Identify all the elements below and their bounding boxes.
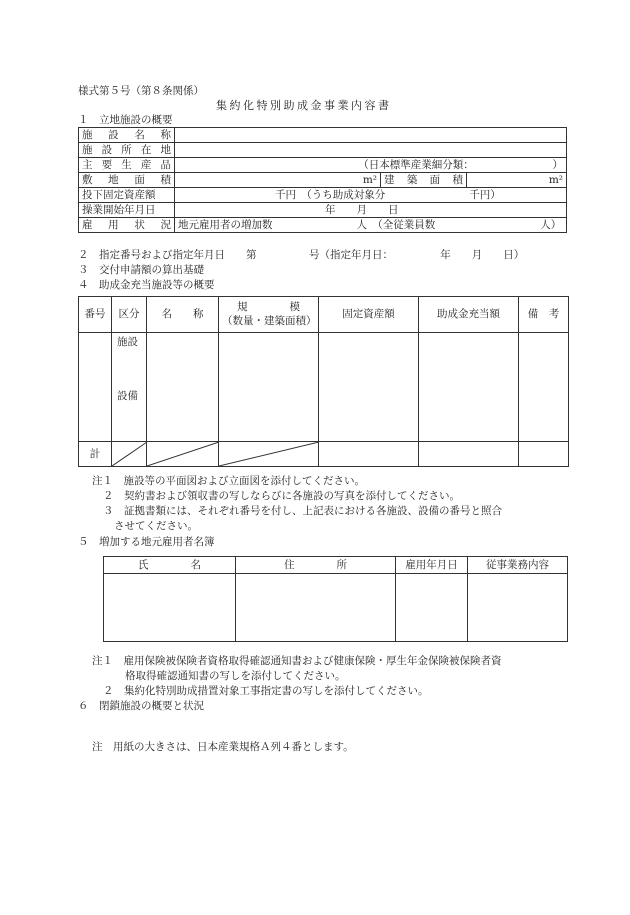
total-scale-slash — [219, 442, 319, 467]
facility-name-label: 施設名称 — [79, 128, 175, 143]
note-5-1-cont: 格取得確認通知書の写しを添付してください。 — [125, 670, 346, 682]
category-facility: 施設 — [117, 336, 138, 348]
section-1-heading: １ 立地施設の概要 — [78, 114, 173, 126]
employee-address-cell[interactable] — [236, 574, 396, 642]
total-remarks[interactable] — [519, 442, 569, 467]
section-4-heading: ４ 助成金充当施設等の概要 — [78, 279, 215, 291]
col-category: 区分 — [112, 297, 147, 333]
col-duties: 従事業務内容 — [468, 557, 568, 574]
footer-note: 注 用紙の大きさは、日本産業規格Ａ列４番とします。 — [92, 741, 354, 753]
section-3: ３ 交付申請額の算出基礎 — [78, 264, 204, 276]
total-name-slash — [147, 442, 219, 467]
industry-classification-field[interactable]: （日本標準産業細分類： ） — [175, 158, 567, 173]
col-number: 番号 — [79, 297, 112, 333]
total-fixed-assets[interactable] — [319, 442, 419, 467]
building-area-field[interactable]: m² — [467, 173, 567, 188]
section-2: ２ 指定番号および指定年月日 第 号（指定年月日： 年 月 日） — [78, 249, 525, 261]
hire-date-cell[interactable] — [396, 574, 468, 642]
site-area-label: 敷地面積 — [79, 173, 175, 188]
duties-cell[interactable] — [468, 574, 568, 642]
col-hire-date: 雇用年月日 — [396, 557, 468, 574]
col-subsidy: 助成金充当額 — [419, 297, 519, 333]
remarks-cell[interactable] — [519, 333, 569, 442]
note-4-2: ２ 契約書および領収書の写しならびに各施設の写真を添付してください。 — [103, 490, 460, 502]
total-label: 計 — [79, 442, 112, 467]
employee-roster-table — [103, 556, 568, 642]
col-employee-name: 氏 名 — [104, 557, 236, 574]
facility-location-label: 施設所在地 — [79, 143, 175, 158]
facility-name-field[interactable] — [175, 128, 567, 143]
operation-start-field[interactable]: 年 月 日 — [175, 203, 567, 218]
fixed-assets-field[interactable]: 千円 （うち助成対象分 千円） — [175, 188, 567, 203]
note-5-2: ２ 集約化特別助成措置対象工事指定書の写しを添付してください。 — [103, 685, 429, 697]
fixed-assets-label: 投下固定資産額 — [79, 188, 175, 203]
employment-label: 雇用状況 — [79, 218, 175, 233]
note-5-1: 注１ 雇用保険被保険者資格取得確認通知書および健康保険・厚生年金保険被保険者資 — [92, 655, 502, 667]
form-number: 様式第５号（第８条関係） — [78, 85, 204, 97]
section-6: ６ 閉鎖施設の概要と状況 — [78, 700, 204, 712]
number-cell[interactable] — [79, 333, 112, 442]
main-product-label: 主要生産品 — [79, 158, 175, 173]
scale-cell[interactable] — [219, 333, 319, 442]
facility-overview-table — [78, 127, 567, 233]
operation-start-label: 操業開始年月日 — [79, 203, 175, 218]
total-subsidy[interactable] — [419, 442, 519, 467]
subsidy-facility-table — [78, 296, 569, 467]
category-equipment: 設備 — [117, 390, 138, 402]
note-4-1: 注１ 施設等の平面図および立面図を添付してください。 — [92, 475, 365, 487]
col-scale-sub: （数量・建築面積） — [222, 314, 317, 327]
employee-name-cell[interactable] — [104, 574, 236, 642]
subsidy-cell[interactable] — [419, 333, 519, 442]
fixed-assets-cell[interactable] — [319, 333, 419, 442]
col-remarks: 備 考 — [519, 297, 569, 333]
section-5-heading: ５ 増加する地元雇用者名簿 — [78, 536, 215, 548]
col-name: 名 称 — [147, 297, 219, 333]
note-4-3: ３ 証拠書類には、それぞれ番号を付し、上記表における各施設、設備の番号と照合 — [103, 505, 502, 517]
note-4-3-cont: させてください。 — [114, 520, 198, 532]
building-area-label: 建築面積 — [381, 173, 467, 188]
site-area-field[interactable]: m² — [175, 173, 381, 188]
name-cell[interactable] — [147, 333, 219, 442]
col-fixed-assets: 固定資産額 — [319, 297, 419, 333]
employment-field[interactable]: 地元雇用者の増加数 人 （全従業員数 人） — [175, 218, 567, 233]
page-title: 集約化特別助成金事業内容書 — [216, 99, 392, 112]
total-category-slash — [112, 442, 147, 467]
col-scale: 規 模 — [237, 300, 300, 313]
col-employee-address: 住 所 — [236, 557, 396, 574]
facility-location-field[interactable] — [175, 143, 567, 158]
